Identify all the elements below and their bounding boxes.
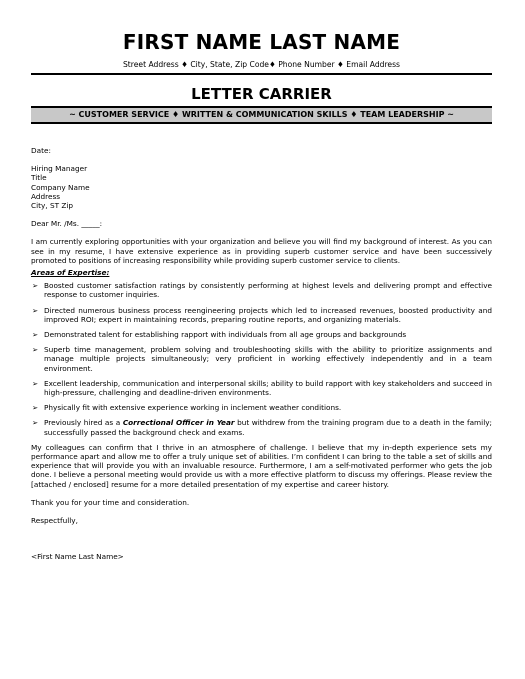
arrow-bullet-icon: ➢ (32, 305, 39, 315)
bullet-text: Boosted customer satisfaction ratings by consistently performing at highest levels and delivering prompt and effective response to customer inquiries. (44, 281, 492, 300)
recipient-line: Company Name (31, 182, 90, 192)
bullet-text: Physically fit with extensive experience working in inclement weather conditions. (44, 403, 342, 413)
bullet-text: Excellent leadership, communication and interpersonal skills; ability to build rapport with key stakeholders and succeed in high-pressure, challenging and deadline-driven environments. (44, 378, 492, 398)
letter-body (31, 146, 492, 562)
job-title: LETTER CARRIER (191, 85, 332, 103)
recipient-line: Hiring Manager (31, 164, 88, 174)
date-label: Date: (31, 146, 51, 155)
recipient-line: City, ST Zip (31, 201, 74, 211)
contact-line: Street Address ♦ City, State, Zip Code♦ Phone Number ♦ Email Address (122, 60, 400, 69)
list-item (31, 418, 492, 436)
recipient-line: Title (31, 173, 47, 183)
salutation: Dear Mr. /Ms. _____: (31, 219, 103, 229)
recipient-line: Address (31, 191, 61, 201)
list-item (31, 281, 492, 299)
list-item (31, 403, 492, 412)
header-divider (31, 73, 492, 75)
expertise-heading: Areas of Expertise: (31, 268, 110, 278)
expertise-list (31, 281, 492, 437)
bullet-text: Demonstrated talent for establishing rapport with individuals from all age groups and backgrounds (44, 330, 407, 340)
bullet-text: Directed numerous business process reengineering projects which led to increased revenues, boosted productivity and improved ROI; expert in maintaining records, preparing routine reports, and organizing materials. (44, 305, 492, 324)
bullet-text-pre: Previously hired as a (44, 418, 123, 428)
applicant-name: FIRST NAME LAST NAME (122, 30, 401, 54)
recipient-block (31, 164, 492, 210)
list-item (31, 379, 492, 397)
arrow-bullet-icon: ➢ (32, 345, 39, 355)
signature-name: <First Name Last Name> (31, 552, 124, 562)
arrow-bullet-icon: ➢ (32, 281, 39, 291)
arrow-bullet-icon: ➢ (32, 403, 39, 413)
arrow-bullet-icon: ➢ (32, 418, 39, 428)
list-item (31, 345, 492, 373)
bullet-emphasis: Correctional Officer in Year (122, 418, 235, 428)
bullet-text: Superb time management, problem solving and troubleshooting skills with the ability to prioritize assignments and manage multiple projects simultaneously; very proficient in working effectively independently and in a team environment. (44, 345, 492, 373)
closing-paragraph: My colleagues can confirm that I thrive in an atmosphere of challenge. I believe that my in-depth experience sets my performance apart and allow me to offer a truly unique set of abilities. I’m confident I can bring to the table a set of skills and experience that will provide you with an invaluable resource. Furthermore, I am a self-motivated performer who gets the job done. I believe a personal meeting would provide us with a more effective platform to discuss my offerings. Please review the [attached / enclosed] resume for a more detailed presentation of my expertise and career history. (31, 442, 492, 489)
skills-banner: ~ CUSTOMER SERVICE ♦ WRITTEN & COMMUNICATION SKILLS ♦ TEAM LEADERSHIP ~ (31, 106, 492, 124)
list-item (31, 330, 492, 339)
arrow-bullet-icon: ➢ (32, 330, 39, 340)
thanks-line: Thank you for your time and consideration. (31, 497, 190, 507)
list-item (31, 306, 492, 324)
intro-paragraph: I am currently exploring opportunities with your organization and believe you will find my background of interest. As you can see in my resume, I have extensive experience as in providing superb customer service and have been successively promoted to positions of increasing responsibility while providing superb customer service to clients. (31, 237, 492, 265)
signoff: Respectfully, (31, 516, 78, 526)
bullet-text-post: but withdrew from the training program due to a death in the family; successfully passed the background check and exams. (44, 418, 492, 437)
arrow-bullet-icon: ➢ (32, 378, 39, 388)
